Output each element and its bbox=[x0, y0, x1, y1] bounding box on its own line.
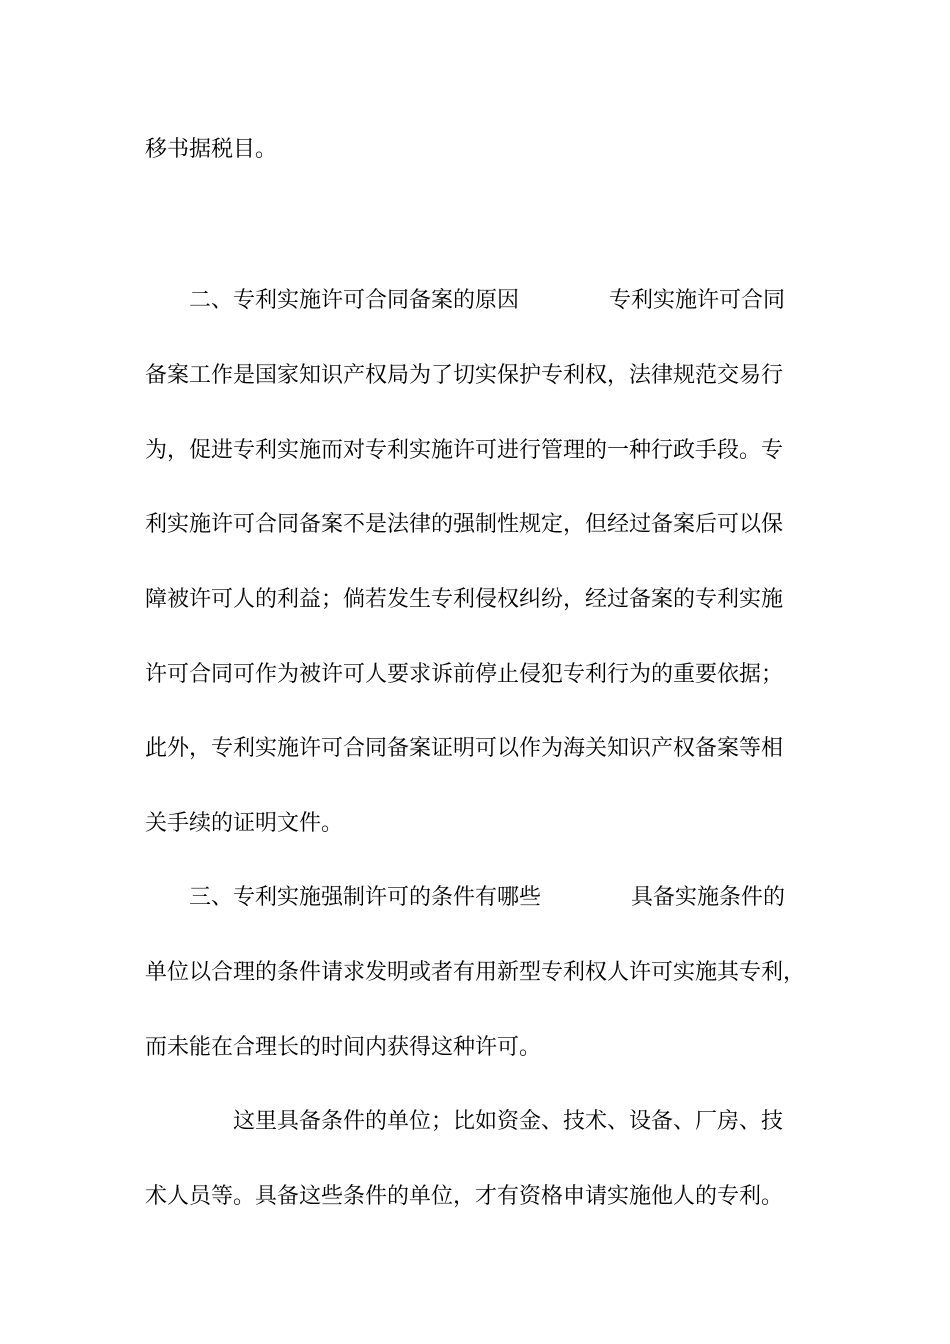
paragraph-line bbox=[145, 580, 783, 620]
line-text: 术人员等。具备这些条件的单位，才有资格申请实施他人的专利。 bbox=[145, 1184, 784, 1209]
paragraph-line bbox=[145, 130, 277, 170]
line-text: 备案工作是国家知识产权局为了切实保护专利权，法律规范交易行 bbox=[145, 363, 784, 388]
paragraph-line bbox=[145, 729, 783, 769]
paragraph-line bbox=[145, 431, 783, 471]
section-heading-line bbox=[189, 281, 785, 321]
section-heading: 二、专利实施许可合同备案的原因 bbox=[189, 288, 520, 313]
paragraph-line bbox=[145, 804, 343, 844]
line-text: 为，促进专利实施而对专利实施许可进行管理的一种行政手段。专 bbox=[145, 438, 784, 463]
line-text: 单位以合理的条件请求发明或者有用新型专利权人许可实施其专利， bbox=[145, 960, 806, 985]
paragraph-line bbox=[145, 356, 783, 396]
section-heading: 三、专利实施强制许可的条件有哪些 bbox=[189, 885, 542, 910]
paragraph-line bbox=[145, 655, 783, 695]
line-text: 障被许可人的利益；倘若发生专利侵权纠纷，经过备案的专利实施 bbox=[145, 587, 784, 612]
paragraph-line bbox=[233, 1102, 783, 1142]
line-text: 这里具备条件的单位；比如资金、技术、设备、厂房、技 bbox=[233, 1109, 784, 1134]
paragraph-line bbox=[145, 1177, 783, 1217]
line-text: 利实施许可合同备案不是法律的强制性规定，但经过备案后可以保 bbox=[145, 512, 784, 537]
paragraph-line bbox=[145, 953, 805, 993]
line-text: 许可合同可作为被许可人要求诉前停止侵犯专利行为的重要依据； bbox=[145, 662, 784, 687]
paragraph-line bbox=[145, 1028, 541, 1068]
line-text: 关手续的证明文件。 bbox=[145, 811, 344, 836]
line-text: 此外，专利实施许可合同备案证明可以作为海关知识产权备案等相 bbox=[145, 736, 784, 761]
section-heading-line bbox=[189, 878, 785, 918]
line-text: 移书据税目。 bbox=[145, 137, 278, 162]
line-text: 具备实施条件的 bbox=[631, 885, 786, 910]
line-text: 专利实施许可合同 bbox=[609, 288, 786, 313]
paragraph-line bbox=[145, 505, 783, 545]
line-text: 而未能在合理长的时间内获得这种许可。 bbox=[145, 1035, 542, 1060]
